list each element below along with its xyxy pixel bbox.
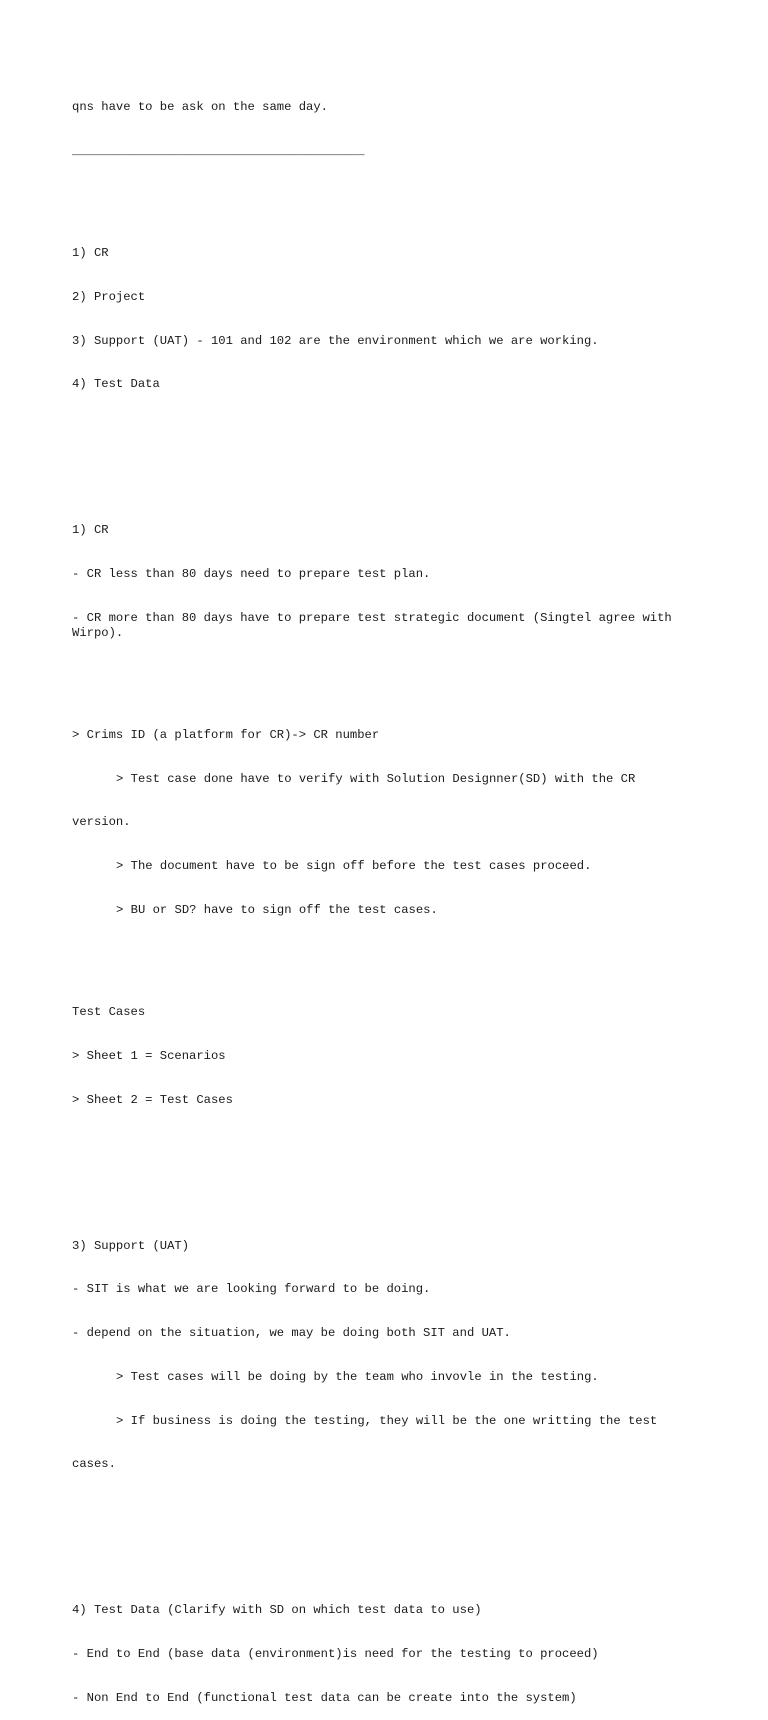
support-subpoint: > Test cases will be doing by the team who invovle in the testing.	[116, 1369, 599, 1384]
test-data-point: - Non End to End (functional test data can be create into the system)	[72, 1690, 577, 1705]
blank-line	[72, 465, 712, 480]
blank-line	[72, 947, 712, 962]
crims-subpoint: > BU or SD? have to sign off the test cases.	[116, 902, 438, 917]
blank-line	[72, 188, 712, 203]
crims-subpoint-continued: version.	[72, 815, 131, 830]
test-cases-item: > Sheet 2 = Test Cases	[72, 1092, 233, 1107]
topic-item: 1) CR	[72, 246, 109, 261]
header-line: qns have to be ask on the same day.	[72, 100, 328, 115]
test-data-point: - End to End (base data (environment)is need for the testing to proceed)	[72, 1647, 599, 1662]
crims-subpoint: > The document have to be sign off before the test cases proceed.	[116, 859, 592, 874]
blank-line	[72, 1545, 712, 1560]
topic-item: 3) Support (UAT) - 101 and 102 are the environment which we are working.	[72, 333, 599, 348]
cr-point: - CR more than 80 days have to prepare test strategic document (Singtel agree with Wirpo).	[72, 610, 680, 640]
support-subpoint: > If business is doing the testing, they will be the one writting the test	[116, 1413, 658, 1428]
document-body	[72, 71, 712, 1720]
test-cases-item: > Sheet 1 = Scenarios	[72, 1048, 226, 1063]
blank-line	[72, 1501, 712, 1516]
blank-line	[72, 669, 712, 684]
blank-line	[72, 1136, 712, 1151]
blank-line	[72, 1180, 712, 1195]
topic-item: 4) Test Data	[72, 377, 160, 392]
cr-heading: 1) CR	[72, 523, 109, 538]
topic-item: 2) Project	[72, 289, 146, 304]
support-point: - depend on the situation, we may be doing both SIT and UAT.	[72, 1326, 511, 1341]
cr-point: - CR less than 80 days need to prepare test plan.	[72, 567, 431, 582]
test-cases-heading: Test Cases	[72, 1005, 146, 1019]
support-heading: 3) Support (UAT)	[72, 1238, 190, 1253]
crims-subpoint: > Test case done have to verify with Solution Designner(SD) with the CR	[116, 771, 636, 786]
crims-line: > Crims ID (a platform for CR)-> CR number	[72, 727, 380, 742]
support-subpoint-continued: cases.	[72, 1457, 116, 1472]
divider-line: ________________________________________	[72, 143, 365, 158]
support-point: - SIT is what we are looking forward to be doing.	[72, 1282, 431, 1297]
test-data-heading: 4) Test Data (Clarify with SD on which test data to use)	[72, 1603, 482, 1618]
blank-line	[72, 421, 712, 436]
